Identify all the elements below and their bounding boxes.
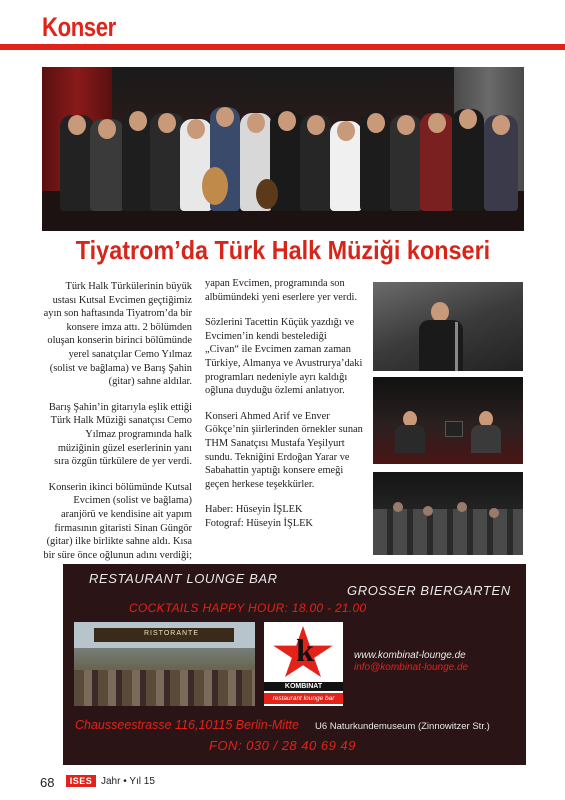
article-column-2 bbox=[205, 277, 363, 531]
article-paragraph: Konseri Ahmed Arif ve Enver Gökçe’nin şiirlerinden örnekler sunan THM Sanatçısı Mustafa Yeşilyurt sundu. Tekniğini Erdoğan Yarar ve Sabahattin yaptığı konsere emeği geçen herkese teşekkürler. bbox=[205, 410, 363, 490]
section-rule bbox=[0, 44, 565, 50]
audience-photo bbox=[373, 472, 523, 555]
section-title: Konser bbox=[42, 12, 116, 42]
article-paragraph: Türk Halk Türkülerinin büyük ustası Kutsal Evcimen geçtiğimiz ayın son haftasında Tiyatrom’da bir konsere imza attı. 2 bölümden oluşan konserin birinci bölümünde yerel sanatçılar Cemo Yılmaz (solist ve bağlama) ve Barış Şahin (gitar) sahne aldılar. bbox=[43, 281, 192, 388]
singer-photo bbox=[373, 282, 523, 371]
ad-restaurant-lounge-bar: RESTAURANT LOUNGE BAR bbox=[89, 571, 278, 586]
page-number: 68 bbox=[40, 775, 55, 790]
ad-address: Chausseestrasse 116,10115 Berlin-Mitte bbox=[75, 718, 299, 732]
logo-tagline: restaurant lounge bar bbox=[264, 693, 343, 704]
logo-letter: k bbox=[296, 632, 314, 668]
article-paragraph: yapan Evcimen, programında son albümündeki yeni eserlere yer verdi. bbox=[205, 278, 358, 303]
logo-brand: KOMBINAT bbox=[264, 682, 343, 691]
news-credit: Haber: Hüseyin İŞLEK bbox=[205, 504, 303, 516]
musicians-photo bbox=[373, 377, 523, 464]
ad-restaurant-photo bbox=[74, 622, 255, 706]
article-headline: Tiyatrom’da Türk Halk Müziği konseri bbox=[75, 235, 491, 265]
ad-website[interactable]: www.kombinat-lounge.de bbox=[354, 650, 466, 661]
photo-credit: Fotograf: Hüseyin İŞLEK bbox=[205, 517, 313, 529]
kombinat-logo bbox=[264, 622, 343, 706]
article-paragraph: Konserin ikinci bölümünde Kutsal Evcimen (solist ve bağlama) aranjörü ve kendisine ait yapım firmasının gitaristi Sinan Güngör (gitar) ilke birlikte sahne aldı. Kısa bir süre önce oğlunun adını verdiği; bbox=[43, 481, 192, 561]
ad-ubahn: U6 Naturkundemuseum (Zinnowitzer Str.) bbox=[315, 721, 490, 732]
magazine-logo: ISES bbox=[66, 775, 96, 787]
ad-biergarten: GROSSER BIERGARTEN bbox=[347, 583, 511, 598]
article-paragraph: Barış Şahin’in gitarıyla eşlik ettiği Türk Halk Müziği sanatçısı Cemo Yılmaz programında halk müziğinin güzel eserlerinin yanı sıra özgün türkülere de yer verdi. bbox=[48, 401, 192, 468]
ad-photo-sign: RISTORANTE bbox=[144, 630, 199, 637]
article-paragraph: Sözlerini Tacettin Küçük yazdığı ve Evcimen’in kendi bestelediği „Civan“ ile Evcimen zaman zaman Türkiye, Almanya ve Avustrurya’daki programları nedeniyle ayrı kaldığı oğluna duyduğu özlemi anlatıyor. bbox=[205, 317, 363, 397]
concert-group-photo bbox=[42, 67, 524, 231]
ad-phone: FON: 030 / 28 40 69 49 bbox=[209, 738, 356, 753]
issue-label: Jahr • Yıl 15 bbox=[101, 776, 155, 787]
article-column-1 bbox=[42, 280, 192, 576]
ad-email[interactable]: info@kombinat-lounge.de bbox=[354, 662, 469, 673]
ad-happy-hour: COCKTAILS HAPPY HOUR: 18.00 - 21.00 bbox=[129, 601, 367, 615]
restaurant-advertisement bbox=[63, 564, 526, 765]
